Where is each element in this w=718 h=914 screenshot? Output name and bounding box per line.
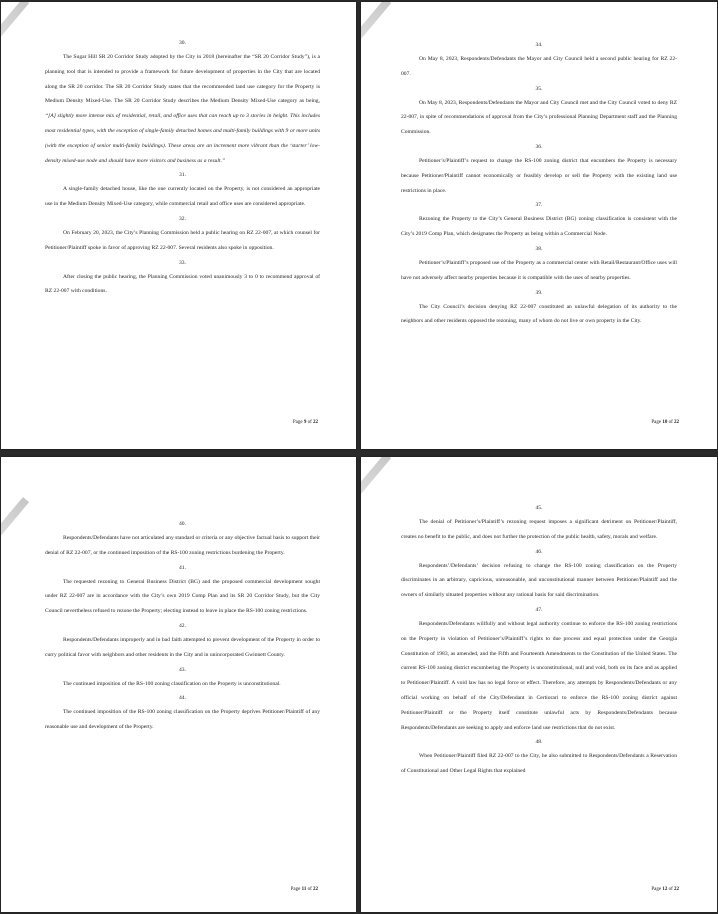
paragraph-text: Petitioner’s/Plaintiff’s request to change the RS-100 zoning district that encumbers the Property is necessary because Petitioner/Plaintiff cannot economically or feasibly develop or sell the Property with the existing land use restrictions in place. bbox=[401, 157, 677, 194]
paragraph-text: The City Council’s decision denying RZ 22-007 constituted an unlawful delegation of its authority to the neighbors and other residents opposed the rezoning, many of whom do not live or own property in the City. bbox=[401, 303, 677, 325]
paragraph-text: The requested rezoning to General Business District (BG) and the proposed commercial development sought under RZ 22-007 are in accordance with the City’s own 2019 Comp Plan and its SR 20 Corridor Study, but the City Council nevertheless refused to rezone the Property; electing instead to leave in place the RS-100 zoning restrictions. bbox=[45, 578, 320, 615]
scan-mark bbox=[1, 2, 29, 72]
paragraph-text: On May 8, 2023, Respondents/Defendants the Mayor and City Council held a second public hearing for RZ 22-007. bbox=[401, 56, 677, 77]
paragraph-number: 37. bbox=[535, 202, 543, 209]
quoted-text: “[A] slightly more intense mix of residential, retail, and office uses that can reach up to 3 stories in height. This includes most residential types, with the exception of single-family detached homes and multi-family buildings with 9 or more units (with the exception of senior multi-family buildings). These areas are an increment more vibrant than the ‘starter’ low-density mixed-use node and should have more visitors and business as a result.” bbox=[45, 113, 320, 164]
page-content bbox=[45, 517, 320, 912]
document-page-9 bbox=[1, 2, 356, 449]
paragraph-text: Respondents’/Defendants’ decision refusing to change the RS-100 zoning classification on the Property discriminates in an arbitrary, capricious, unreasonable, and unconstitutional manner between Petitioner/Plaintiff and the owners of similarly situated properties without any rational basis for said discrimination. bbox=[401, 562, 677, 599]
scan-mark bbox=[1, 497, 29, 571]
page-content bbox=[45, 36, 320, 449]
paragraph-number: 35. bbox=[535, 85, 543, 92]
paragraph-text: On May 8, 2023, Respondents/Defendants the Mayor and City Council met and the City Council voted to deny RZ 22-007, in spite of recommendations of approval from the City’s professional Planning Department staff and the Planning Commission. bbox=[401, 99, 677, 136]
page-footer: Page 11 of 22 bbox=[290, 887, 318, 892]
page-footer: Page 9 of 22 bbox=[292, 420, 318, 425]
paragraph-text: When Petitioner/Plaintiff filed RZ 22-007 to the City, he also submitted to Respondents/Defendants a Reservation of Constitutional and Other Legal Rights that explained bbox=[401, 753, 677, 775]
paragraph-number: 44. bbox=[179, 695, 186, 702]
paragraph-text: After closing the public hearing, the Planning Commission voted unanimously 3 to 0 to recommend approval of RZ 22-007 with conditions. bbox=[45, 273, 320, 295]
paragraph-number: 36. bbox=[535, 143, 543, 150]
paragraph-number: 38. bbox=[535, 245, 543, 252]
paragraph-number: 33. bbox=[179, 259, 186, 266]
paragraph-number: 39. bbox=[535, 289, 543, 296]
paragraph-text: The denial of Petitioner’s/Plaintiff’s rezoning request imposes a significant detriment on Petitioner/Plaintiff, creates no benefit to the public, and does not further the protection of the public health, safety, morals and welfare. bbox=[401, 519, 677, 540]
paragraph-text: Respondents/Defendants willfully and without legal authority continue to enforce the RS-100 zoning restrictions on the Property in violation of Petitioner’s/Plaintiff’s rights to due process and equal protection under the Georgia Constitution of 1983, as amended, and the Fifth and Fourteenth Amendments to the Constitution of the United States. The current RS-100 zoning district encumbering the Property is unconstitutional, null and void, both on its face and as applied to Petitioner/Plaintiff. A void law has no legal force or effect. Therefore, any attempts by Respondents/Defendants or any official working on behalf of the City/Defendant in Certiorari to enforce the RS-100 zoning district against Petitioner/Plaintiff or the Property itself constitute unlawful acts by Respondents/Defendants because Respondents/Defendants are seeking to apply and enforce land use restrictions that do not exist. bbox=[401, 620, 677, 731]
paragraph-text: A single-family detached house, like the one currently located on the Property, is not considered an appropriate use in the Medium Density Mixed-Use category, while commercial retail and office uses are considered appropriate. bbox=[45, 186, 320, 208]
paragraph-number: 40. bbox=[179, 521, 186, 527]
paragraph-number: 34. bbox=[535, 42, 543, 48]
paragraph-number: 41. bbox=[179, 564, 186, 571]
paragraph-number: 47. bbox=[535, 606, 543, 613]
page-content bbox=[401, 501, 677, 912]
document-page-11 bbox=[1, 457, 356, 912]
paragraph-text bbox=[45, 50, 320, 168]
paragraph-number: 42. bbox=[179, 622, 186, 629]
paragraph-text: On February 20, 2023, the City’s Planning Commission held a public hearing on RZ 22-007, at which counsel for Petitioner/Plaintiff spoke in favor of approving RZ 22-007. Several residents also spoke in opposition. bbox=[45, 229, 320, 251]
scan-mark bbox=[361, 457, 391, 527]
scan-mark bbox=[361, 2, 391, 72]
paragraph-text: Rezoning the Property to the City’s General Business District (BG) zoning classification is consistent with the City’s 2019 Comp Plan, which designates the Property as being within a Commercial Node. bbox=[401, 216, 677, 238]
paragraph-text: The continued imposition of the RS-100 zoning classification on the Property deprives Petitioner/Plaintiff of any reasonable use and development of the Property. bbox=[45, 709, 320, 731]
paragraph-body: The Sugar Hill SR 20 Corridor Study adopted by the City in 2018 (hereinafter the “SR 20 Corridor Study”), is a planning tool that is intended to provide a framework for future development of properties in the City that are located along the SR 20 corridor. The SR 20 Corridor Study states that the recommended land use category for the Property is Medium Density Mixed-Use. The SR 20 Corridor Study describes the Medium Density Mixed-Use category as being, bbox=[45, 54, 320, 105]
document-page-10 bbox=[361, 2, 717, 449]
paragraph-number: 43. bbox=[179, 666, 186, 673]
paragraph-number: 31. bbox=[179, 172, 186, 179]
page-footer: Page 10 of 22 bbox=[651, 420, 679, 425]
page-footer: Page 12 of 22 bbox=[651, 887, 679, 892]
paragraph-text: Respondents/Defendants improperly and in bad faith attempted to prevent development of the Property in order to curry political favor with neighbors and other residents in the City and in unincorporated Gwinnett County. bbox=[45, 636, 320, 658]
paragraph-number: 45. bbox=[535, 505, 543, 511]
document-page-12 bbox=[361, 457, 717, 912]
paragraph-number: 48. bbox=[535, 739, 543, 746]
paragraph-text: The continued imposition of the RS-100 zoning classification on the Property is unconstitutional. bbox=[63, 680, 281, 687]
paragraph-number: 30. bbox=[179, 40, 186, 46]
paragraph-text: Respondents/Defendants have not articulated any standard or criteria or any objective factual basis to support their denial of RZ 22-007, or the continued imposition of the RS-100 zoning restrictions burdening the Property. bbox=[45, 535, 320, 556]
paragraph-text: Petitioner’s/Plaintiff’s proposed use of the Property as a commercial center with Retail/Restaurant/Office uses will have not adversely affect nearby properties because it is compatible with the uses of nearby properties. bbox=[401, 259, 677, 281]
paragraph-number: 32. bbox=[179, 215, 186, 222]
page-content bbox=[401, 38, 677, 449]
paragraph-number: 46. bbox=[535, 548, 543, 555]
